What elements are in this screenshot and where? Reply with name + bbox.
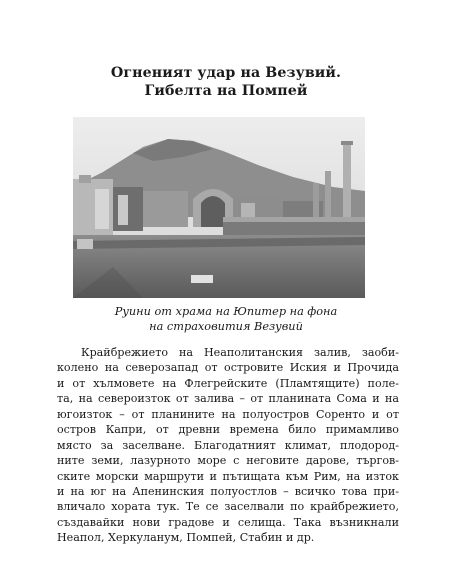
paragraph-line: създавайки нови градове и селища. Така възникнали	[57, 515, 399, 529]
paragraph-line: югоизток – от планините на полуостров Соренто и от	[57, 407, 399, 421]
paragraph-line: Крайбрежието на Неаполитанския залив, заоби-	[81, 346, 399, 359]
paragraph-line: ските морски маршрути и пътищата към Рим, на изток	[57, 469, 399, 483]
paragraph-line: ните земи, лазурното море с неговите дарове, търгов-	[57, 454, 399, 468]
chapter-title-line-1: Огненият удар на Везувий.	[110, 65, 342, 81]
paragraph-line: и на юг на Апенинския полуостлов – всичко това при-	[57, 484, 399, 498]
paragraph-line: вличало хората тук. Те се заселвали по крайбрежието,	[57, 500, 399, 514]
photo-ruins-vesuvius	[73, 117, 365, 298]
photo-illustration	[73, 117, 365, 298]
paragraph-line: та, на североизток от залива – от планината Сома и на	[57, 392, 399, 406]
paragraph-line: място за заселване. Благодатният климат, плодород-	[57, 438, 399, 452]
paragraph-line: остров Капри, от древни времена било примамливо	[57, 423, 399, 437]
paragraph-line: Неапол, Херкуланум, Помпей, Стабин и др.	[57, 531, 315, 545]
paragraph-line: и от хълмовете на Флегрейските (Пламтящите) поле-	[57, 376, 399, 390]
caption-line-1: Руини от храма на Юпитер на фона	[114, 305, 338, 318]
paragraph-line: колено на северозапад от островите Иския и Прочида	[57, 361, 399, 375]
chapter-title-line-2: Гибелта на Помпей	[144, 83, 308, 99]
body-paragraph	[57, 345, 399, 546]
photo-caption	[0, 304, 452, 334]
chapter-title	[0, 64, 452, 100]
caption-line-2: на страховития Везувий	[149, 320, 303, 333]
